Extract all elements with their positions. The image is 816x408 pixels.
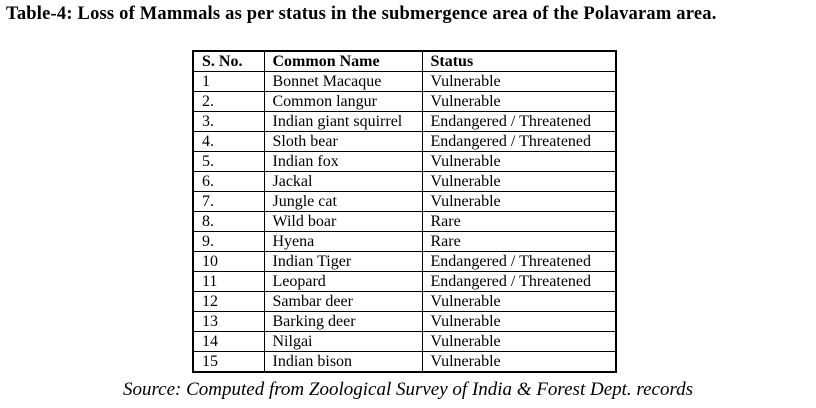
cell-common-name: Indian Tiger	[264, 252, 422, 272]
cell-common-name: Bonnet Macaque	[264, 72, 422, 92]
cell-status: Vulnerable	[422, 152, 616, 172]
table-header-row	[193, 51, 616, 72]
cell-s-no: 2.	[193, 92, 264, 112]
cell-common-name: Sloth bear	[264, 132, 422, 152]
cell-common-name: Hyena	[264, 232, 422, 252]
table-row	[193, 352, 616, 373]
cell-status: Vulnerable	[422, 192, 616, 212]
cell-s-no: 10	[193, 252, 264, 272]
column-header-s-no: S. No.	[193, 51, 264, 72]
cell-s-no: 15	[193, 352, 264, 373]
column-header-common-name: Common Name	[264, 51, 422, 72]
cell-common-name: Indian fox	[264, 152, 422, 172]
table-row	[193, 272, 616, 292]
table-row	[193, 312, 616, 332]
table-row	[193, 252, 616, 272]
cell-s-no: 5.	[193, 152, 264, 172]
cell-common-name: Leopard	[264, 272, 422, 292]
cell-status: Endangered / Threatened	[422, 252, 616, 272]
cell-s-no: 11	[193, 272, 264, 292]
cell-s-no: 13	[193, 312, 264, 332]
cell-s-no: 8.	[193, 212, 264, 232]
cell-common-name: Jackal	[264, 172, 422, 192]
cell-status: Vulnerable	[422, 292, 616, 312]
table-caption: Table-4: Loss of Mammals as per status in the submergence area of the Polavaram area.	[6, 4, 717, 24]
cell-common-name: Jungle cat	[264, 192, 422, 212]
cell-status: Vulnerable	[422, 72, 616, 92]
mammals-status-table	[192, 50, 617, 373]
cell-common-name: Nilgai	[264, 332, 422, 352]
cell-common-name: Common langur	[264, 92, 422, 112]
cell-status: Endangered / Threatened	[422, 132, 616, 152]
cell-status: Endangered / Threatened	[422, 272, 616, 292]
cell-status: Rare	[422, 232, 616, 252]
cell-s-no: 4.	[193, 132, 264, 152]
cell-s-no: 9.	[193, 232, 264, 252]
cell-common-name: Wild boar	[264, 212, 422, 232]
cell-status: Vulnerable	[422, 92, 616, 112]
source-note: Source: Computed from Zoological Survey of India & Forest Dept. records	[122, 379, 694, 400]
table-row	[193, 132, 616, 152]
cell-status: Vulnerable	[422, 352, 616, 373]
cell-common-name: Indian bison	[264, 352, 422, 373]
table-row	[193, 332, 616, 352]
table-row	[193, 92, 616, 112]
table-row	[193, 292, 616, 312]
cell-s-no: 7.	[193, 192, 264, 212]
cell-s-no: 1	[193, 72, 264, 92]
table-row	[193, 112, 616, 132]
cell-status: Endangered / Threatened	[422, 112, 616, 132]
table-row	[193, 172, 616, 192]
table-body	[193, 72, 616, 373]
cell-status: Vulnerable	[422, 332, 616, 352]
table-row	[193, 72, 616, 92]
cell-status: Vulnerable	[422, 172, 616, 192]
table-row	[193, 232, 616, 252]
table-row	[193, 152, 616, 172]
cell-s-no: 3.	[193, 112, 264, 132]
column-header-status: Status	[422, 51, 616, 72]
cell-common-name: Barking deer	[264, 312, 422, 332]
cell-common-name: Indian giant squirrel	[264, 112, 422, 132]
table-row	[193, 192, 616, 212]
table-row	[193, 212, 616, 232]
cell-s-no: 14	[193, 332, 264, 352]
cell-status: Rare	[422, 212, 616, 232]
cell-common-name: Sambar deer	[264, 292, 422, 312]
cell-status: Vulnerable	[422, 312, 616, 332]
cell-s-no: 6.	[193, 172, 264, 192]
cell-s-no: 12	[193, 292, 264, 312]
